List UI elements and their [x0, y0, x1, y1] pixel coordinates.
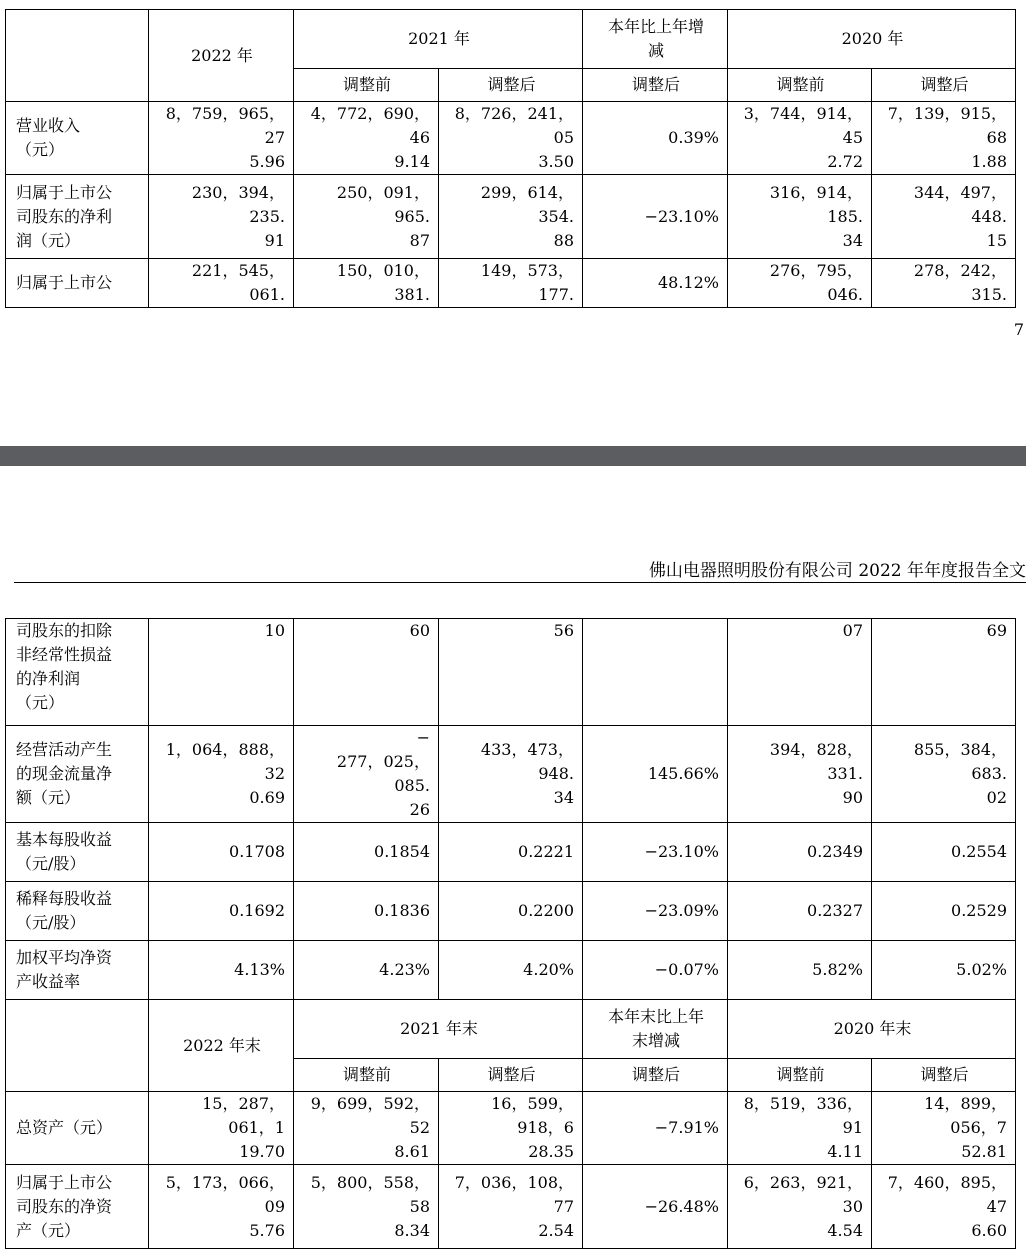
value-2020-after: 278，242，315.	[872, 259, 1016, 308]
financial-indicators-table-part1	[5, 9, 1016, 308]
value-2021-before: 250，091，965. 87	[294, 175, 439, 259]
value-2022: 230，394，235. 91	[149, 175, 294, 259]
table-row	[6, 882, 1016, 941]
header-yoy-change: 本年比上年增 减	[583, 10, 728, 69]
value-2021-after: 16，599，918，6 28.35	[439, 1092, 583, 1165]
value-2020-after: 344，497，448. 15	[872, 175, 1016, 259]
value-2021-before: 9，699，592，52 8.61	[294, 1092, 439, 1165]
value-2021-after: 149，573，177.	[439, 259, 583, 308]
header-2020-after: 调整后	[872, 1059, 1016, 1092]
value-2020-before: 394，828，331. 90	[728, 726, 872, 823]
value-2020-after: 69	[872, 619, 1016, 726]
page-number: 7	[1013, 320, 1024, 339]
value-2020-before: 5.82%	[728, 941, 872, 1000]
header-2022-end: 2022 年末	[149, 1000, 294, 1092]
value-2020-before: 0.2327	[728, 882, 872, 941]
value-2020-before: 0.2349	[728, 823, 872, 882]
value-2020-after: 0.2554	[872, 823, 1016, 882]
table-row	[6, 941, 1016, 1000]
value-2022: 10	[149, 619, 294, 726]
row-label: 加权平均净资 产收益率	[6, 941, 149, 1000]
value-2022: 5，173，066，09 5.76	[149, 1165, 294, 1249]
table-row	[6, 175, 1016, 259]
table-row	[6, 823, 1016, 882]
row-label: 归属于上市公 司股东的净资 产（元）	[6, 1165, 149, 1249]
value-2020-before: 6，263，921，30 4.54	[728, 1165, 872, 1249]
table-row	[6, 102, 1016, 175]
value-2021-before: 4，772，690，46 9.14	[294, 102, 439, 175]
value-2021-before: 0.1854	[294, 823, 439, 882]
value-2021-after: 8，726，241，05 3.50	[439, 102, 583, 175]
value-2021-after: 0.2221	[439, 823, 583, 882]
value-2020-after: 7，139，915，68 1.88	[872, 102, 1016, 175]
row-label: 基本每股收益 （元/股）	[6, 823, 149, 882]
value-2021-after: 433，473，948. 34	[439, 726, 583, 823]
value-change: −0.07%	[583, 941, 728, 1000]
value-2020-before: 316，914，185. 34	[728, 175, 872, 259]
header-2020-after: 调整后	[872, 69, 1016, 102]
header-rule	[14, 582, 1026, 583]
row-label: 总资产（元）	[6, 1092, 149, 1165]
value-2021-after: 7，036，108，77 2.54	[439, 1165, 583, 1249]
row-label: 经营活动产生 的现金流量净 额（元）	[6, 726, 149, 823]
value-2022: 15，287，061，1 19.70	[149, 1092, 294, 1165]
row-label: 司股东的扣除 非经常性损益 的净利润 （元）	[6, 619, 149, 726]
financial-indicators-table-part2	[5, 618, 1016, 1249]
value-2020-after: 14，899，056，7 52.81	[872, 1092, 1016, 1165]
page-separator	[0, 446, 1026, 466]
value-2022: 0.1692	[149, 882, 294, 941]
header-2021-end: 2021 年末	[294, 1000, 583, 1059]
value-2022: 221，545，061.	[149, 259, 294, 308]
table-row	[6, 1092, 1016, 1165]
value-2021-after: 4.20%	[439, 941, 583, 1000]
value-2021-before: 60	[294, 619, 439, 726]
value-change: −23.10%	[583, 175, 728, 259]
row-label: 营业收入 （元）	[6, 102, 149, 175]
header-change-after: 调整后	[583, 69, 728, 102]
value-2021-before: 5，800，558，58 8.34	[294, 1165, 439, 1249]
header-2020-before: 调整前	[728, 1059, 872, 1092]
value-2021-after: 56	[439, 619, 583, 726]
value-2021-before: 150，010，381.	[294, 259, 439, 308]
value-2021-before: 4.23%	[294, 941, 439, 1000]
value-change: −23.09%	[583, 882, 728, 941]
header-2020-end: 2020 年末	[728, 1000, 1016, 1059]
header-2021-before: 调整前	[294, 69, 439, 102]
value-2020-after: 7，460，895，47 6.60	[872, 1165, 1016, 1249]
header-blank-cell	[6, 10, 149, 102]
row-label: 归属于上市公 司股东的净利 润（元）	[6, 175, 149, 259]
value-change: 0.39%	[583, 102, 728, 175]
value-change: −23.10%	[583, 823, 728, 882]
value-2020-before: 8，519，336，91 4.11	[728, 1092, 872, 1165]
header-blank-cell	[6, 1000, 149, 1092]
value-change: −26.48%	[583, 1165, 728, 1249]
header-2021-after: 调整后	[439, 1059, 583, 1092]
value-change	[583, 619, 728, 726]
value-2020-before: 3，744，914，45 2.72	[728, 102, 872, 175]
header-2021: 2021 年	[294, 10, 583, 69]
value-2021-before: − 277，025，085. 26	[294, 726, 439, 823]
value-2022: 4.13%	[149, 941, 294, 1000]
value-2022: 0.1708	[149, 823, 294, 882]
running-header: 佛山电器照明股份有限公司 2022 年年度报告全文	[648, 561, 1026, 581]
value-2020-before: 07	[728, 619, 872, 726]
header-2020: 2020 年	[728, 10, 1016, 69]
value-2020-after: 5.02%	[872, 941, 1016, 1000]
table-row	[6, 726, 1016, 823]
table-row	[6, 259, 1016, 308]
value-2021-before: 0.1836	[294, 882, 439, 941]
header-yoy-change-end: 本年末比上年 末增减	[583, 1000, 728, 1059]
value-2021-after: 0.2200	[439, 882, 583, 941]
header-2021-before: 调整前	[294, 1059, 439, 1092]
header-2020-before: 调整前	[728, 69, 872, 102]
row-label: 稀释每股收益 （元/股）	[6, 882, 149, 941]
header-change-after: 调整后	[583, 1059, 728, 1092]
value-2021-after: 299，614，354. 88	[439, 175, 583, 259]
value-change: 48.12%	[583, 259, 728, 308]
value-2020-after: 855，384，683. 02	[872, 726, 1016, 823]
header-2021-after: 调整后	[439, 69, 583, 102]
header-2022: 2022 年	[149, 10, 294, 102]
value-2020-after: 0.2529	[872, 882, 1016, 941]
value-2022: 1，064，888，32 0.69	[149, 726, 294, 823]
row-label: 归属于上市公	[6, 259, 149, 308]
table-row	[6, 619, 1016, 726]
table-row	[6, 1165, 1016, 1249]
value-change: 145.66%	[583, 726, 728, 823]
value-change: −7.91%	[583, 1092, 728, 1165]
value-2020-before: 276，795，046.	[728, 259, 872, 308]
value-2022: 8，759，965，27 5.96	[149, 102, 294, 175]
